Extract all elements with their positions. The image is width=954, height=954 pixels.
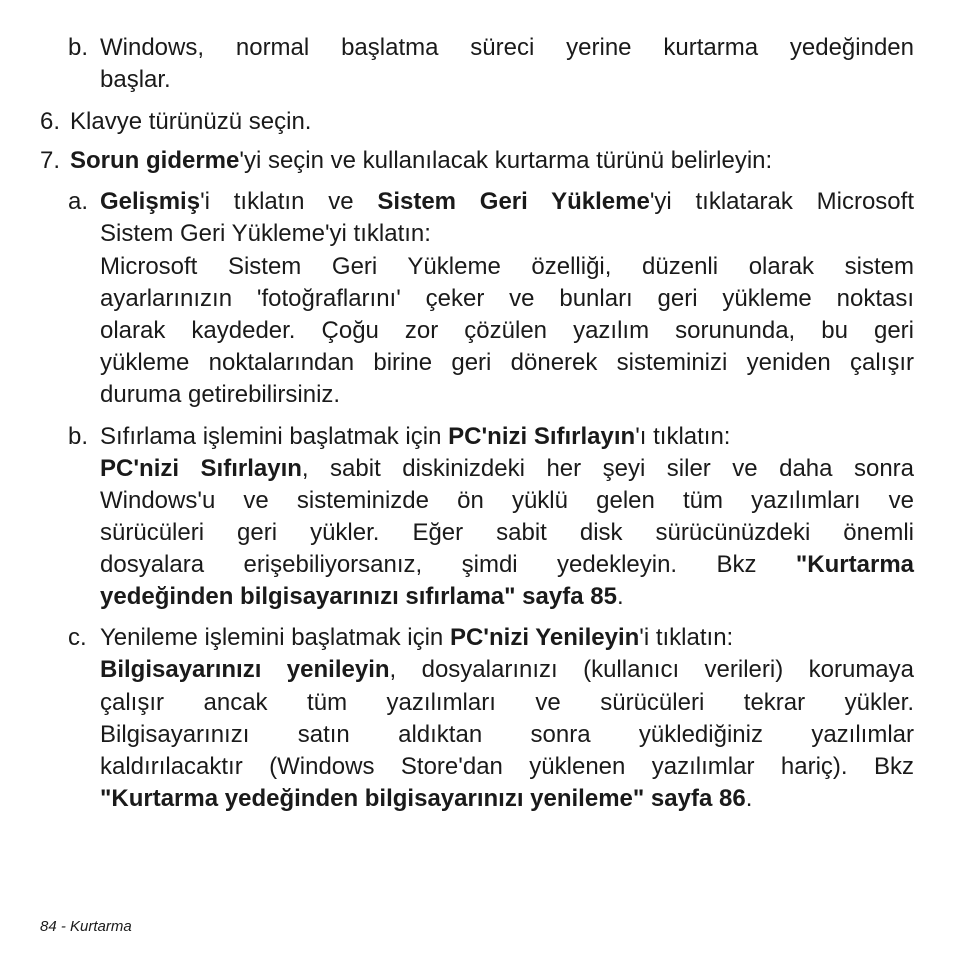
paragraph-line: yükleme noktalarından birine geri dönerek sisteminizi yeniden çalışır (100, 349, 914, 376)
text-run: , dosyalarınızı (kullanıcı verileri) korumaya (389, 656, 915, 683)
step-6-text: Klavye türünüzü seçin. (70, 108, 312, 135)
text-run: . (616, 583, 624, 610)
paragraph-line: Windows'u ve sisteminizde ön yüklü gelen tüm yazılımları ve (100, 487, 914, 514)
list-marker-6: 6. (40, 108, 61, 135)
paragraph-line (100, 421, 730, 453)
paragraph-line (100, 654, 914, 686)
paragraph-line (100, 453, 914, 485)
text-run: 'ı tıklatın: (635, 423, 731, 450)
paragraph-line (100, 186, 914, 218)
paragraph-line: duruma getirebilirsiniz. (100, 381, 341, 408)
text-run: Sıfırlama işlemini başlatmak için (100, 423, 449, 450)
text-run: 'yi seçin ve kullanılacak kurtarma türünü belirleyin: (239, 147, 773, 174)
text-run: 'yi tıklatarak Microsoft (649, 188, 914, 215)
paragraph-line: Bilgisayarınızı satın aldıktan sonra yüklediğiniz yazılımlar (100, 721, 914, 748)
text-run: , sabit diskinizdeki her şeyi siler ve daha sonra (301, 455, 915, 482)
bold-cross-reference: yedeğinden bilgisayarınızı sıfırlama" sayfa 85 (100, 583, 617, 610)
list-marker-c: c. (68, 624, 87, 651)
paragraph-line (100, 622, 733, 654)
text-run: . (745, 785, 753, 812)
paragraph-line (100, 549, 914, 581)
list-marker-a: a. (68, 188, 89, 215)
paragraph-line: kaldırılacaktır (Windows Store'dan yüklenen yazılımlar hariç). Bkz (100, 753, 914, 780)
bold-cross-reference: "Kurtarma yedeğinden bilgisayarınızı yenileme" sayfa 86 (100, 785, 746, 812)
list-marker-b: b. (68, 423, 89, 450)
paragraph-line: Windows, normal başlatma süreci yerine kurtarma yedeğinden (100, 34, 914, 61)
paragraph-line (100, 783, 752, 815)
bold-term: Sorun giderme (70, 147, 240, 174)
bold-term: Gelişmiş (100, 188, 201, 215)
text-run: 'i tıklatın ve (200, 188, 378, 215)
bold-cross-reference: "Kurtarma (795, 551, 914, 578)
paragraph-line: sürücüleri geri yükler. Eğer sabit disk sürücünüzdeki önemli (100, 519, 914, 546)
list-marker-7: 7. (40, 147, 61, 174)
paragraph-line: Microsoft Sistem Geri Yükleme özelliği, düzenli olarak sistem (100, 253, 914, 280)
paragraph-line: çalışır ancak tüm yazılımları ve sürücüleri tekrar yükler. (100, 689, 914, 716)
text-run: Yenileme işlemini başlatmak için (100, 624, 450, 651)
page-footer: 84 - Kurtarma (40, 918, 132, 935)
paragraph-line (100, 581, 624, 613)
bold-term: PC'nizi Yenileyin (449, 624, 640, 651)
paragraph-line: ayarlarınızın 'fotoğraflarını' çeker ve bunları geri yükleme noktası (100, 285, 914, 312)
list-marker-b-prev: b. (68, 34, 89, 61)
bold-term: Sistem Geri Yükleme (377, 188, 650, 215)
step-7-text (70, 145, 772, 177)
paragraph-line: başlar. (100, 66, 171, 93)
text-run: dosyalara erişebiliyorsanız, şimdi yedekleyin. Bkz (100, 551, 796, 578)
paragraph-line: olarak kaydeder. Çoğu zor çözülen yazılım sorununda, bu geri (100, 317, 914, 344)
bold-term: Bilgisayarınızı yenileyin (100, 656, 390, 683)
bold-term: PC'nizi Sıfırlayın (448, 423, 636, 450)
paragraph-line: Sistem Geri Yükleme'yi tıklatın: (100, 220, 431, 247)
bold-term: PC'nizi Sıfırlayın (100, 455, 302, 482)
text-run: 'i tıklatın: (639, 624, 734, 651)
